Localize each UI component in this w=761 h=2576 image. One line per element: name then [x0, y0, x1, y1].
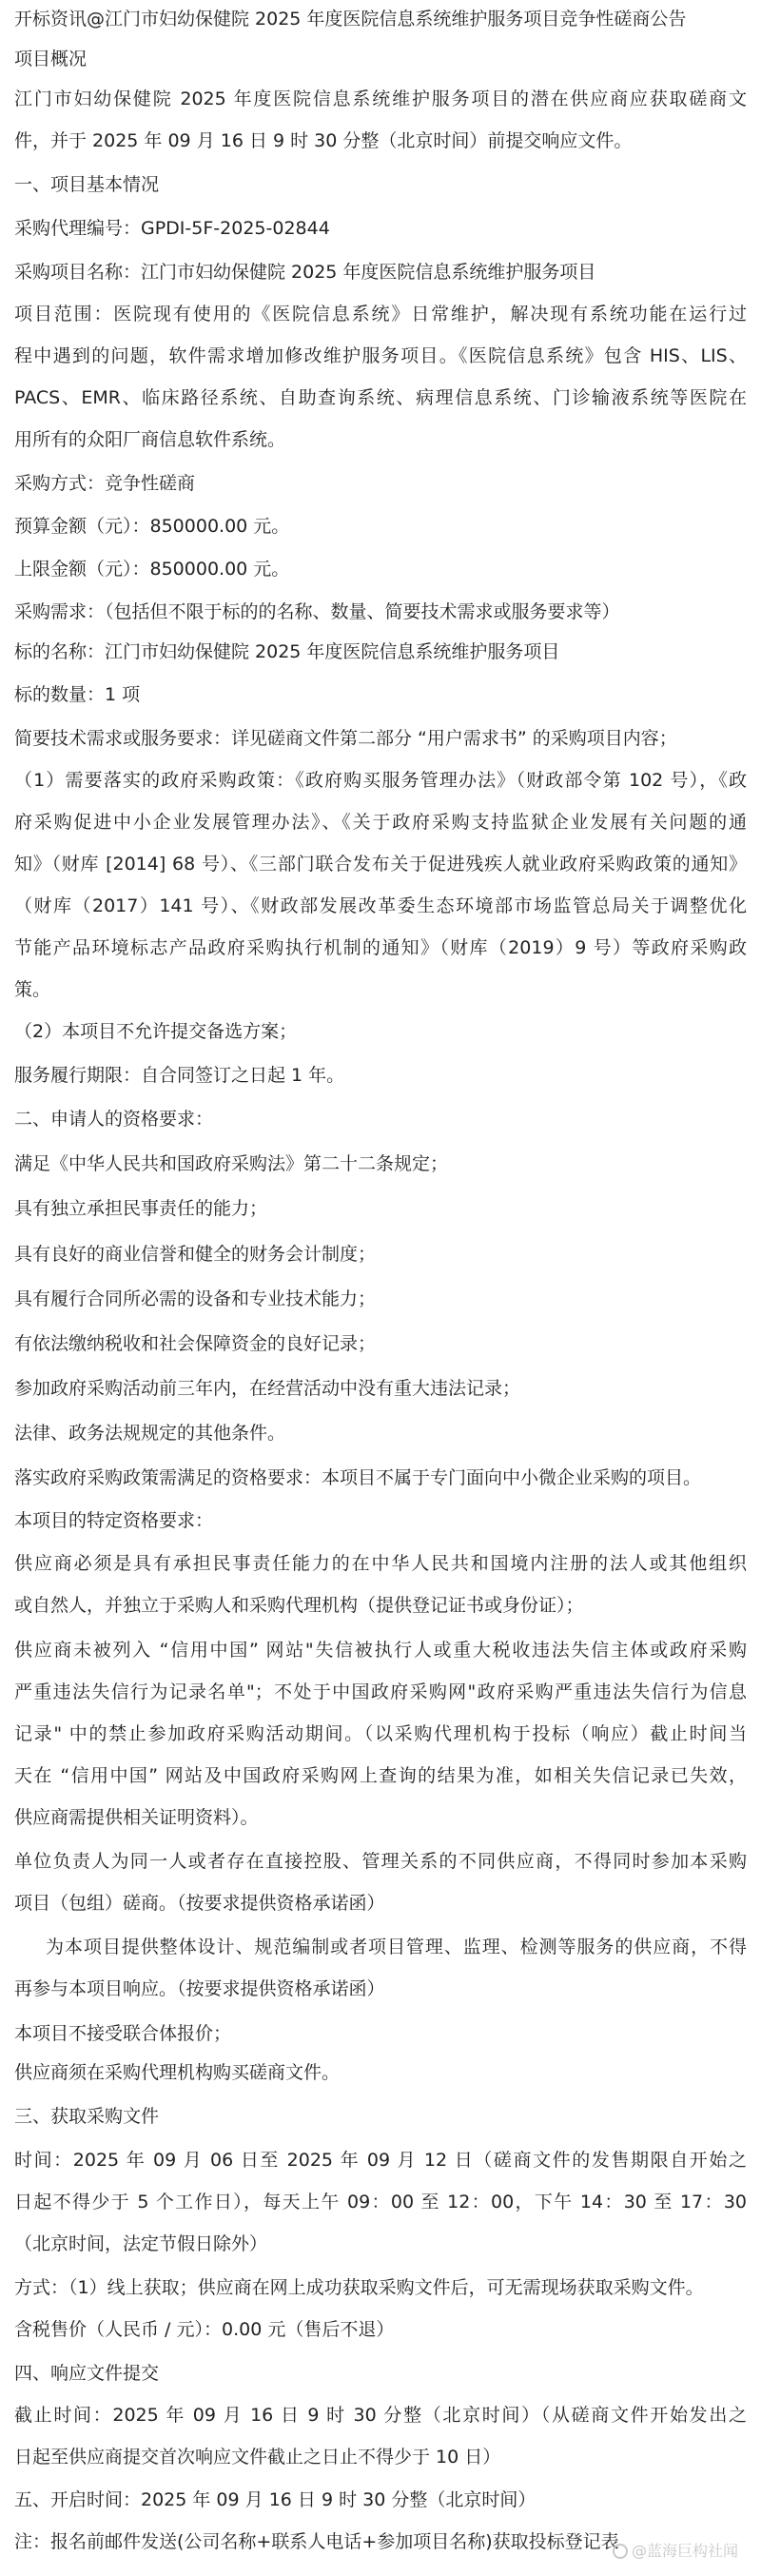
paragraph-line: 具有良好的商业信誉和健全的财务会计制度； [14, 1244, 377, 1265]
procurement-code: 采购代理编号：GPDI-5F-2025-02844 [14, 218, 330, 239]
paragraph-line: 时间：2025 年 09 月 06 日至 2025 年 09 月 12 日（磋商文件的发售期限自开始之 [14, 2150, 747, 2171]
fee-line: 含税售价（人民币 / 元）：0.00 元（售后不退） [14, 2319, 395, 2340]
paragraph-line: 满足《中华人民共和国政府采购法》第二十二条规定； [14, 1153, 449, 1174]
paragraph-line: 供应商必须是具有承担民事责任能力的在中华人民共和国境内注册的法人或其他组织 [14, 1553, 747, 1574]
paragraph-line: 府采购促进中小企业发展管理办法》、《关于政府采购支持监狱企业发展有关问题的通 [14, 812, 747, 833]
paragraph-line: 供应商未被列入 “信用中国” 网站"失信被执行人或重大税收违法失信主体或政府采购 [14, 1640, 747, 1661]
paragraph-line: 本项目不接受联合体报价； [14, 2023, 232, 2044]
paragraph-line: （财库（2017）141 号）、《财政部发展改革委生态环境部市场监管总局关于调整优化 [14, 895, 747, 916]
paragraph-line: （1）需要落实的政府采购政策：《政府购买服务管理办法》（财政部令第 102 号），《政 [14, 770, 747, 791]
section-heading: 二、申请人的资格要求： [14, 1109, 214, 1130]
project-name: 采购项目名称：江门市妇幼保健院 2025 年度医院信息系统维护服务项目 [14, 262, 596, 283]
paragraph-line: 具有独立承担民事责任的能力； [14, 1198, 268, 1219]
paragraph-line: 标的数量：1 项 [14, 684, 141, 705]
watermark [613, 2539, 738, 2561]
paragraph-line: 记录" 中的禁止参加政府采购活动期间。（以采购代理机构于投标（响应）截止时间当 [14, 1723, 747, 1744]
paragraph-line: 参加政府采购活动前三年内，在经营活动中没有重大违法记录； [14, 1378, 521, 1399]
announcement-title: 开标资讯@江门市妇幼保健院 2025 年度医院信息系统维护服务项目竞争性磋商公告 [14, 9, 687, 29]
paragraph-line: 知》（财库 [2014] 68 号）、《三部门联合发布关于促进残疾人就业政府采购政策的通知》 [14, 854, 747, 875]
paragraph-line: 件，并于 2025 年 09 月 16 日 9 时 30 分整（北京时间）前提交响应文件。 [14, 130, 633, 151]
registration-note: 注：报名前邮件发送(公司名称+联系人电话+参加项目名称)获取投标登记表 [14, 2531, 619, 2552]
paragraph-line: 日起不得少于 5 个工作日），每天上午 09：00 至 12：00，下午 14：30 至 17：30 [14, 2192, 747, 2212]
paragraph-line: 单位负责人为同一人或者存在直接控股、管理关系的不同供应商，不得同时参加本采购 [14, 1851, 747, 1872]
paragraph-line: 项目（包组）磋商。（按要求提供资格承诺函） [14, 1893, 385, 1914]
paragraph-line: 节能产品环境标志产品政府采购执行机制的通知》（财库（2019）9 号）等政府采购政 [14, 937, 747, 958]
paragraph-line: 程中遇到的问题，软件需求增加修改维护服务项目。《医院信息系统》包含 HIS、LIS、 [14, 345, 747, 366]
paragraph-line: 标的名称：江门市妇幼保健院 2025 年度医院信息系统维护服务项目 [14, 641, 560, 662]
paragraph-line: 或自然人，并独立于采购人和采购代理机构（提供登记证书或身份证）； [14, 1595, 584, 1616]
section-heading: 四、响应文件提交 [14, 2363, 160, 2384]
paragraph-line: PACS、EMR、临床路径系统、自助查询系统、病理信息系统、门诊输液系统等医院在 [14, 387, 747, 408]
paragraph-line: 为本项目提供整体设计、规范编制或者项目管理、监理、检测等服务的供应商，不得 [46, 1937, 747, 1957]
paragraph-line: 供应商须在采购代理机构购买磋商文件。 [14, 2062, 341, 2083]
paragraph-line: 再参与本项目响应。（按要求提供资格承诺函） [14, 1978, 385, 1999]
deadline-line: 截止时间：2025 年 09 月 16 日 9 时 30 分整（北京时间）（从磋商文件开始发出之 [14, 2405, 747, 2426]
paragraph-line: 法律、政务法规规定的其他条件。 [14, 1423, 286, 1444]
section-heading: 三、获取采购文件 [14, 2106, 160, 2127]
max-amount: 上限金额（元）：850000.00 元。 [14, 559, 290, 580]
paragraph-line: 有依法缴纳税收和社会保障资金的良好记录； [14, 1333, 377, 1354]
paragraph-line: 项目范围：医院现有使用的《医院信息系统》日常维护，解决现有系统功能在运行过 [14, 304, 747, 324]
paragraph-line: 供应商需提供相关证明资料）。 [14, 1807, 259, 1828]
paragraph-line: 具有履行合同所必需的设备和专业技术能力； [14, 1288, 377, 1309]
paragraph-line: 采购需求：（包括但不限于标的的名称、数量、简要技术需求或服务要求等） [14, 601, 620, 622]
paragraph-line: 服务履行期限：自合同签订之日起 1 年。 [14, 1065, 345, 1086]
paragraph-line: 天在 “信用中国” 网站及中国政府采购网上查询的结果为准，如相关失信记录已失效， [14, 1765, 747, 1786]
paragraph-line: 落实政府采购政策需满足的资格要求：本项目不属于专门面向中小微企业采购的项目。 [14, 1467, 702, 1488]
paragraph-line: 江门市妇幼保健院 2025 年度医院信息系统维护服务项目的潜在供应商应获取磋商文 [14, 88, 747, 109]
paragraph-line: 本项目的特定资格要求： [14, 1510, 214, 1531]
opening-time: 五、开启时间：2025 年 09 月 16 日 9 时 30 分整（北京时间） [14, 2489, 537, 2510]
budget-amount: 预算金额（元）：850000.00 元。 [14, 516, 290, 537]
paragraph-line: 严重违法失信行为记录名单"；不处于中国政府采购网"政府采购严重违法失信行为信息 [14, 1681, 747, 1702]
procurement-method: 采购方式：竞争性磋商 [14, 473, 196, 494]
paragraph-line: 方式：（1）线上获取；供应商在网上成功获取采购文件后，可无需现场获取采购文件。 [14, 2277, 704, 2298]
paragraph-line: 策。 [14, 979, 51, 1000]
paragraph-line: 日起至供应商提交首次响应文件截止之日止不得少于 10 日） [14, 2447, 501, 2468]
paragraph-line: 用所有的众阳厂商信息软件系统。 [14, 429, 286, 450]
watermark-icon [613, 2544, 628, 2559]
paragraph-line: 简要技术需求或服务要求：详见磋商文件第二部分 “用户需求书” 的采购项目内容； [14, 728, 677, 749]
section-heading: 项目概况 [14, 49, 88, 69]
watermark-text: @蓝海巨构社闻 [631, 2542, 738, 2560]
paragraph-line: （2）本项目不允许提交备选方案； [14, 1021, 298, 1042]
section-heading: 一、项目基本情况 [14, 174, 160, 195]
paragraph-line: （北京时间，法定节假日除外） [14, 2233, 268, 2254]
